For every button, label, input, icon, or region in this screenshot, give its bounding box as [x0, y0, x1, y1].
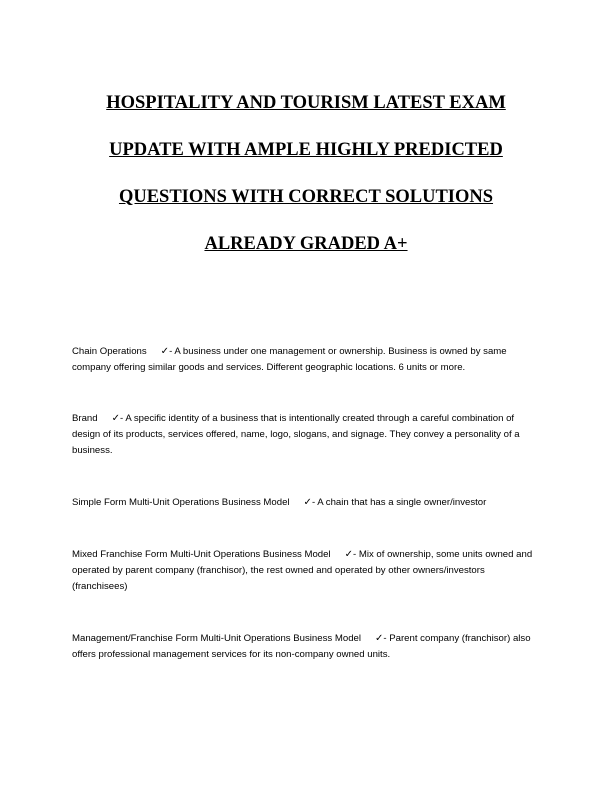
check-mark-icon: ✓ — [160, 346, 170, 357]
title-line-1: HOSPITALITY AND TOURISM LATEST EXAM — [106, 93, 506, 113]
entry-term: Management/Franchise Form Multi-Unit Operations Business Model — [72, 633, 361, 644]
document-title — [0, 92, 612, 280]
entry-definition: - A specific identity of a business that is intentionally created through a careful combination of design of its products, services offered, name, logo, slogans, and signage. They convey a personality of a business. — [72, 413, 520, 456]
title-line-4: ALREADY GRADED A+ — [204, 234, 408, 254]
qa-entry — [72, 631, 542, 663]
entry-term: Brand — [72, 413, 98, 424]
title-line-2: UPDATE WITH AMPLE HIGHLY PREDICTED — [109, 140, 503, 160]
check-mark-icon: ✓ — [375, 633, 384, 644]
title-line-3: QUESTIONS WITH CORRECT SOLUTIONS — [118, 187, 494, 207]
qa-entry — [72, 547, 542, 595]
entry-definition: - A business under one management or ownership. Business is owned by same company offering similar goods and services. Different geographic locations. 6 units or more. — [72, 346, 507, 373]
entry-term: Simple Form Multi-Unit Operations Business Model — [72, 497, 290, 508]
check-mark-icon: ✓ — [111, 413, 120, 424]
entry-definition: - A chain that has a single owner/investor — [311, 497, 487, 508]
qa-entry — [72, 344, 542, 376]
entry-term: Chain Operations — [72, 346, 147, 357]
qa-entry — [72, 411, 542, 459]
qa-entry — [72, 495, 486, 511]
check-mark-icon: ✓ — [303, 497, 312, 508]
entry-definition: - Parent company (franchisor) also offers professional management services for its non-company owned units. — [72, 633, 531, 660]
entry-term: Mixed Franchise Form Multi-Unit Operations Business Model — [72, 549, 331, 560]
entry-definition: - Mix of ownership, some units owned and operated by parent company (franchisor), the rest owned and operated by other owners/investors (franchisees) — [72, 549, 533, 592]
check-mark-icon: ✓ — [344, 549, 353, 560]
